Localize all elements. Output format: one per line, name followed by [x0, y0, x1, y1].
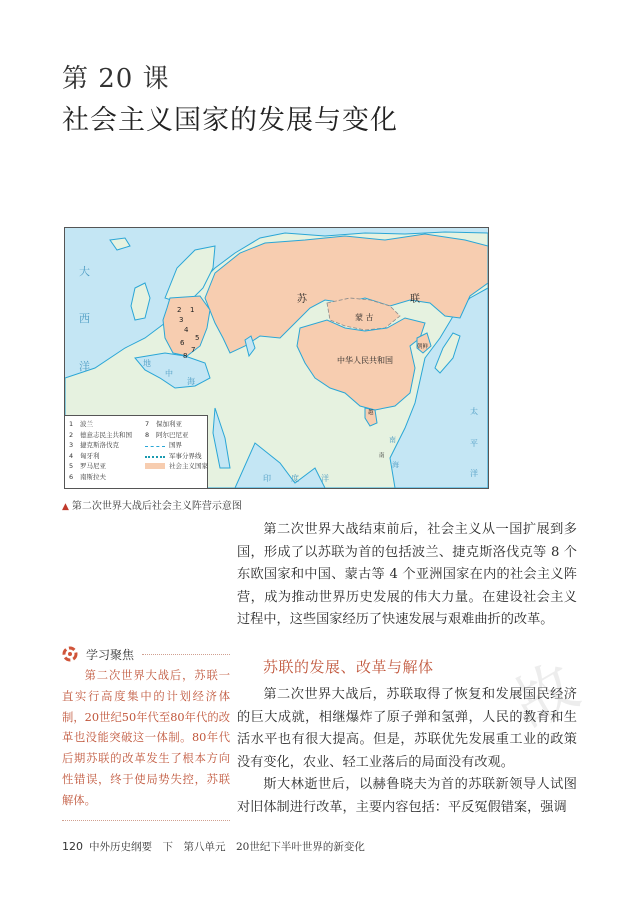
- label-mediterranean: 中: [165, 369, 173, 378]
- legend-item: 4 匈牙利: [69, 451, 100, 460]
- border-line-icon: [145, 443, 165, 447]
- country-number: 5: [195, 334, 200, 342]
- section-body: 第二次世界大战后，苏联取得了恢复和发展国民经济的巨大成就，相继爆炸了原子弹和氢弹，人民的教育和生活水平也有很大提高。但是，苏联优先发展重工业的政策没有变化，农业、轻工业落后的局面没有改观。 斯大林逝世后，以赫鲁晓夫为首的苏联新领导人试图对旧体制进行改革，主要内容包括：平反冤假错案，强调: [237, 687, 577, 815]
- label-pacific: 太: [470, 407, 478, 416]
- label-atlantic: 大: [79, 265, 90, 278]
- learning-focus-box: [62, 644, 230, 821]
- country-number: 4: [184, 326, 189, 334]
- label-ussr: 联: [410, 294, 420, 305]
- country-number: 8: [183, 352, 188, 360]
- map-caption: ▲ 第二次世界大战后社会主义阵营示意图: [62, 501, 242, 512]
- section-title: 苏联的发展、改革与解体: [263, 658, 434, 676]
- country-number: 6: [180, 339, 185, 347]
- legend-item: 2 德意志民主共和国: [69, 430, 132, 439]
- lesson-number: 第 20 课: [62, 64, 170, 94]
- watermark: 故: [500, 648, 591, 744]
- legend-item: 8 阿尔巴尼亚: [145, 430, 189, 439]
- focus-title: 学习聚焦: [86, 647, 135, 662]
- page-footer: [62, 839, 365, 854]
- label-korea: 朝鲜: [417, 344, 429, 350]
- label-ussr: 苏: [297, 294, 307, 305]
- label-indian-ocean: 度: [291, 474, 299, 483]
- legend-item: 1 波兰: [69, 420, 93, 428]
- divider: [142, 654, 230, 655]
- label-china: 中华人民共和国: [337, 356, 393, 365]
- legend-socialist: 社会主义国家: [145, 461, 208, 472]
- legend-item: 5 罗马尼亚: [69, 462, 106, 470]
- label-vietnam: 南: [379, 453, 385, 459]
- divider: [62, 820, 230, 821]
- legend-item: 7 保加利亚: [145, 420, 182, 428]
- label-atlantic: 西: [79, 312, 90, 325]
- lesson-title: 社会主义国家的发展与变化: [62, 105, 398, 136]
- country-number: 1: [190, 306, 195, 314]
- intro-paragraph: 第二次世界大战结束前后，社会主义从一国扩展到多国，形成了以苏联为首的包括波兰、捷克斯洛伐克等 8 个东欧国家和中国、蒙古等 4 个亚洲国家在内的社会主义阵营，成为推动世界历史发展的伟大力量。在建设社会主义过程中，这些国家经历了快速发展与艰难曲折的改革。: [237, 522, 577, 627]
- label-pacific: 平: [470, 439, 478, 448]
- focus-icon: [62, 646, 78, 662]
- book-title: 中外历史纲要 下: [89, 841, 173, 853]
- socialist-camp-map: [64, 227, 489, 489]
- label-mediterranean: 海: [187, 377, 195, 386]
- dotted-line-icon: [145, 453, 165, 458]
- unit-title: 第八单元 20世纪下半叶世界的新变化: [183, 841, 365, 853]
- label-south-china-sea: 海: [392, 461, 399, 469]
- legend-item: 6 南斯拉夫: [69, 472, 106, 481]
- label-mongolia: 蒙 古: [355, 313, 374, 322]
- legend-border: 国界: [145, 440, 208, 451]
- label-indian-ocean: 洋: [321, 474, 329, 483]
- label-vietnam: 越: [368, 410, 374, 416]
- label-mediterranean: 地: [143, 359, 151, 368]
- page-number: 120: [62, 840, 83, 853]
- label-indian-ocean: 印: [263, 474, 271, 483]
- country-number: 3: [179, 316, 184, 324]
- country-number: 7: [191, 346, 196, 354]
- map-legend: [65, 415, 208, 488]
- triangle-icon: ▲: [62, 502, 69, 512]
- focus-text: 第二次世界大战后，苏联一直实行高度集中的计划经济体制，20世纪50年代至80年代的改革也没能突破这一体制。80年代后期苏联的改革发生了根本方向性错误，终于使局势失控，苏联解体。: [62, 669, 230, 807]
- label-atlantic: 洋: [79, 360, 90, 373]
- legend-item: 3 捷克斯洛伐克: [69, 441, 119, 449]
- country-number: 2: [177, 306, 182, 314]
- color-swatch-icon: [145, 463, 165, 469]
- label-south-china-sea: 南: [389, 436, 396, 444]
- label-pacific: 洋: [470, 469, 478, 478]
- legend-military-line: 军事分界线: [145, 451, 208, 462]
